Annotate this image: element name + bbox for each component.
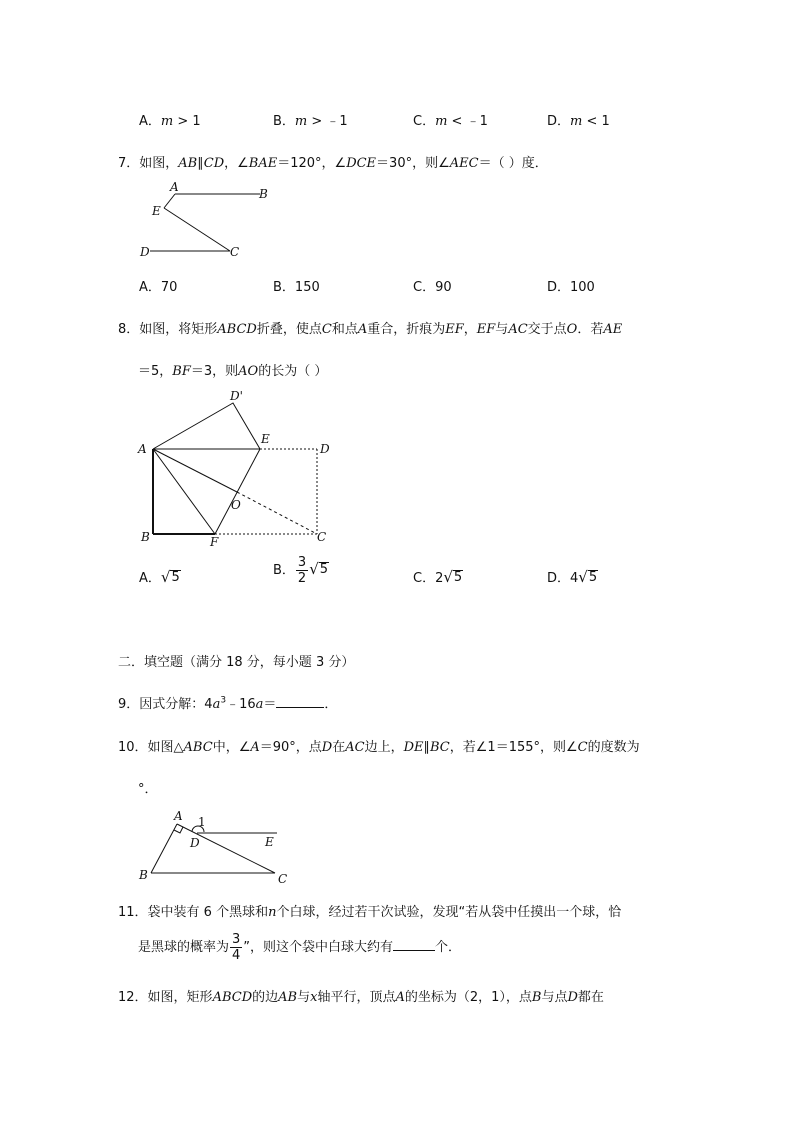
q8-label-c: C — [317, 530, 327, 544]
q10-label-a: A — [174, 809, 183, 823]
q8-option-a: A． √ 5 — [139, 568, 180, 586]
q11-stem-line1: 11．袋中装有 6 个黑球和n个白球，经过若干次试验，发现“若从袋中任摸出一个球，恰 — [118, 905, 622, 920]
q7-label-a: A — [170, 180, 179, 194]
q7-label-e: E — [152, 204, 161, 218]
q9-stem: 9．因式分解：$4a^3﹣16a=$ ． — [118, 695, 338, 712]
q8-line-ef — [215, 449, 260, 534]
q8-label-e: E — [261, 432, 270, 446]
q8-label-b: B — [141, 530, 150, 544]
q7-line-ae — [164, 194, 175, 208]
q6-option-c: C．m < ﹣1 — [413, 114, 488, 129]
q7-stem: 7．如图，AB∥CD，∠BAE＝120°，∠DCE＝30°，则∠AEC＝（ ）度． — [118, 156, 548, 171]
q8-stem-line2: ＝5，BF＝3，则AO的长为（ ） — [138, 364, 328, 379]
q7-figure — [130, 178, 280, 266]
q10-line-ab — [151, 824, 177, 873]
q11-answer-blank[interactable] — [393, 950, 435, 951]
q7-label-b: B — [259, 187, 268, 201]
q7-option-a: A．70 — [139, 280, 178, 295]
q8-label-o: O — [231, 498, 241, 512]
q8-figure — [130, 385, 340, 550]
q7-label-c: C — [230, 245, 240, 259]
q8-folded-part — [153, 403, 260, 449]
q7-option-b: B．150 — [273, 280, 320, 295]
q10-label-angle-1: 1 — [198, 815, 206, 829]
q11-stem-line2: 是黑球的概率为 $\frac{3}{4}$ ”，则这个袋中白球大约有 个． — [138, 932, 462, 963]
q8-line-af — [153, 449, 215, 534]
q8-option-d: D．4 √ 5 — [547, 568, 598, 586]
q8-label-f: F — [210, 535, 219, 549]
q12-stem: 12．如图，矩形ABCD的边AB与x轴平行，顶点A的坐标为（2，1），点B与点D都在 — [118, 990, 604, 1005]
q10-label-c: C — [278, 872, 288, 886]
q6-option-d: D．m < 1 — [547, 114, 610, 129]
q8-label-a: A — [138, 442, 147, 456]
q8-stem-line1: 8．如图，将矩形ABCD折叠，使点C和点A重合，折痕为EF，EF与AC交于点O．若AE — [118, 322, 623, 337]
q10-label-d: D — [190, 836, 200, 850]
q7-label-d: D — [140, 245, 150, 259]
q6-option-b: B．m > ﹣1 — [273, 114, 348, 129]
q9-answer-blank[interactable] — [276, 707, 324, 708]
q8-option-b: B． $\frac{3}{2}$ √ 5 — [273, 555, 329, 586]
q8-label-dprime: D' — [230, 389, 243, 403]
q8-line-oc-dashed — [237, 492, 317, 534]
q7-option-c: C．90 — [413, 280, 452, 295]
section-fill-in-title: 二．填空题（满分 18 分，每小题 3 分） — [118, 655, 355, 670]
q10-figure — [135, 808, 295, 888]
q10-label-b: B — [139, 868, 148, 882]
q8-option-c: C．2 √ 5 — [413, 568, 463, 586]
q10-stem-line2: °． — [138, 782, 158, 797]
q10-label-e: E — [265, 835, 274, 849]
q7-option-d: D．100 — [547, 280, 595, 295]
q6-option-a: A．m > 1 — [139, 114, 201, 129]
q8-label-d: D — [320, 442, 330, 456]
q7-line-ec — [164, 208, 230, 251]
q10-stem-line1: 10．如图△ABC中，∠A＝90°，点D在AC边上，DE∥BC，若∠1＝155°，则∠C的度数为 — [118, 740, 640, 755]
q8-line-ao — [153, 449, 237, 492]
